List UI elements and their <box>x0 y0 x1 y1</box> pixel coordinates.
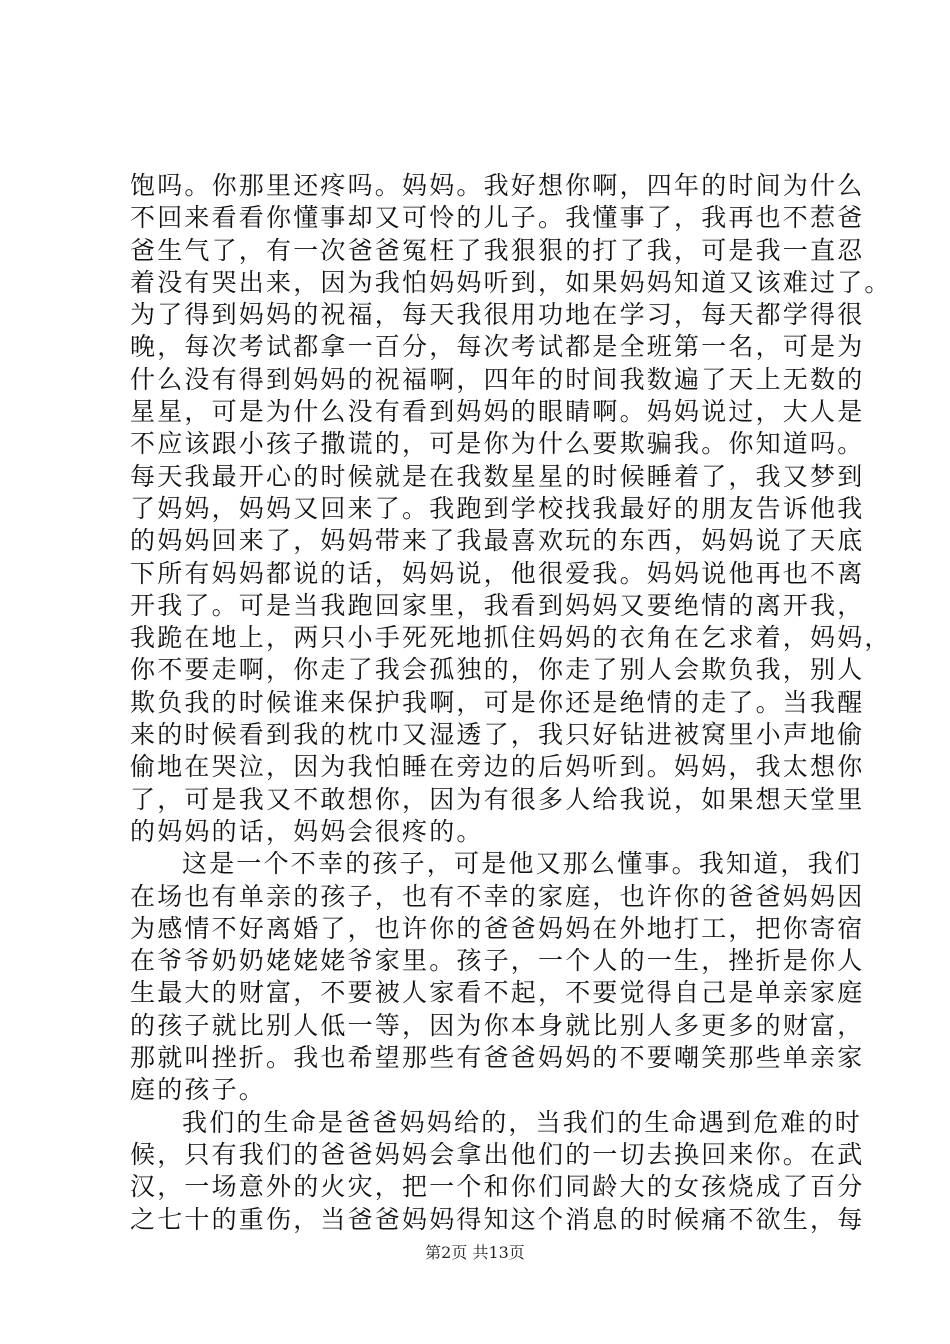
text-line: 你不要走啊，你走了我会孤独的，你走了别人会欺负我，别人 <box>130 655 865 685</box>
text-line: 不应该跟小孩子撒谎的，可是你为什么要欺骗我。你知道吗。 <box>130 429 865 459</box>
text-line: 每天我最开心的时候就是在我数星星的时候睡着了，我又梦到 <box>130 461 865 491</box>
text-line: 为感情不好离婚了，也许你的爸爸妈妈在外地打工，把你寄宿 <box>130 913 865 943</box>
text-line: 饱吗。你那里还疼吗。妈妈。我好想你啊，四年的时间为什么 <box>130 171 865 200</box>
text-line: 来的时候看到我的枕巾又湿透了，我只好钻进被窝里小声地偷 <box>130 720 865 750</box>
text-line: 生最大的财富，不要被人家看不起，不要觉得自己是单亲家庭 <box>130 978 865 1008</box>
text-line: 的妈妈的话，妈妈会很疼的。 <box>130 816 484 846</box>
text-line: 不回来看看你懂事却又可怜的儿子。我懂事了，我再也不惹爸 <box>130 203 865 233</box>
text-line: 在场也有单亲的孩子，也有不幸的家庭，也许你的爸爸妈妈因 <box>130 881 865 911</box>
page-footer: 第2页 共13页 <box>425 1243 525 1262</box>
text-line: 星星，可是为什么没有看到妈妈的眼睛啊。妈妈说过，大人是 <box>130 397 865 427</box>
text-line: 我跪在地上，两只小手死死地抓住妈妈的衣角在乞求着，妈妈， <box>130 623 892 653</box>
text-line: 候，只有我们的爸爸妈妈会拿出他们的一切去换回来你。在武 <box>130 1139 865 1169</box>
text-line: 下所有妈妈都说的话，妈妈说，他很爱我。妈妈说他再也不离 <box>130 558 865 588</box>
text-line: 爸生气了，有一次爸爸冤枉了我狠狠的打了我，可是我一直忍 <box>130 235 865 265</box>
text-line: 开我了。可是当我跑回家里，我看到妈妈又要绝情的离开我， <box>130 590 865 620</box>
text-line: 这是一个不幸的孩子，可是他又那么懂事。我知道，我们 <box>182 849 863 879</box>
text-line: 着没有哭出来，因为我怕妈妈听到，如果妈妈知道又该难过了。 <box>130 267 892 297</box>
text-line: 为了得到妈妈的祝福，每天我很用功地在学习，每天都学得很 <box>130 300 865 330</box>
body-text <box>130 170 892 1236</box>
text-line: 那就叫挫折。我也希望那些有爸爸妈妈的不要嘲笑那些单亲家 <box>130 1043 865 1073</box>
text-line: 欺负我的时候谁来保护我啊，可是你还是绝情的走了。当我醒 <box>130 687 865 717</box>
text-line: 偷地在哭泣，因为我怕睡在旁边的后妈听到。妈妈，我太想你 <box>130 752 865 782</box>
text-line: 了妈妈，妈妈又回来了。我跑到学校找我最好的朋友告诉他我 <box>130 493 865 523</box>
text-line: 之七十的重伤，当爸爸妈妈得知这个消息的时候痛不欲生，每 <box>130 1204 865 1234</box>
text-line: 在爷爷奶奶姥姥姥爷家里。孩子，一个人的一生，挫折是你人 <box>130 946 865 976</box>
text-line: 了，可是我又不敢想你，因为有很多人给我说，如果想天堂里 <box>130 784 865 814</box>
text-line: 的孩子就比别人低一等，因为你本身就比别人多更多的财富， <box>130 1010 865 1040</box>
text-line: 什么没有得到妈妈的祝福啊，四年的时间我数遍了天上无数的 <box>130 364 865 394</box>
text-line: 庭的孩子。 <box>130 1075 267 1105</box>
text-line: 晚，每次考试都拿一百分，每次考试都是全班第一名，可是为 <box>130 332 865 362</box>
text-line: 汉，一场意外的火灾，把一个和你们同龄大的女孩烧成了百分 <box>130 1172 865 1202</box>
text-line: 的妈妈回来了，妈妈带来了我最喜欢玩的东西，妈妈说了天底 <box>130 526 865 556</box>
text-line: 我们的生命是爸爸妈妈给的，当我们的生命遇到危难的时 <box>182 1107 863 1137</box>
